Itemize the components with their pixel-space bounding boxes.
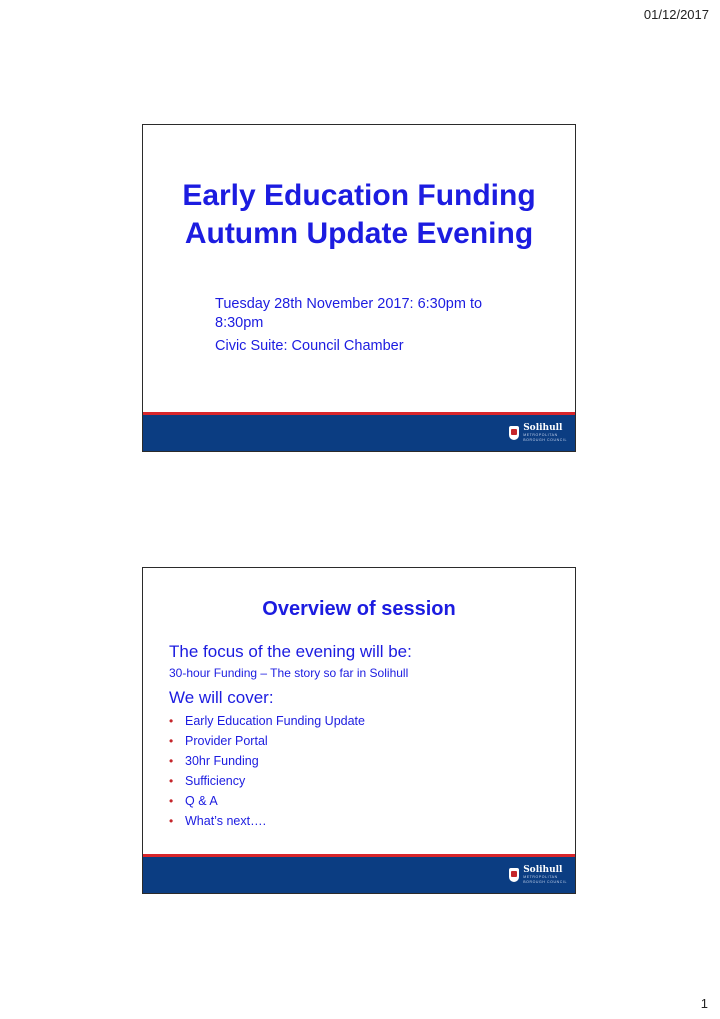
list-item: • Early Education Funding Update [169, 711, 412, 731]
logo-sub-1: METROPOLITAN [523, 433, 558, 437]
list-item: • What’s next…. [169, 811, 412, 831]
focus-subtext: 30-hour Funding – The story so far in Solihull [169, 666, 409, 680]
crest-icon [509, 426, 519, 440]
list-item: • Sufficiency [169, 771, 412, 791]
focus-heading: The focus of the evening will be: [169, 642, 412, 661]
logo-sub-2: BOROUGH COUNCIL [523, 879, 567, 884]
solihull-logo [509, 863, 567, 887]
slide-title-heading [143, 177, 575, 253]
logo-name: Solihull [523, 423, 563, 433]
event-venue: Civic Suite: Council Chamber [215, 338, 404, 354]
logo-sub-1: METROPOLITAN [523, 875, 558, 879]
cover-list [169, 711, 412, 831]
slide-title [142, 124, 576, 452]
slide-overview [142, 567, 576, 894]
list-item: • 30hr Funding [169, 751, 412, 771]
cover-heading: We will cover: [169, 688, 274, 707]
overview-title: Overview of session [262, 598, 456, 620]
crest-icon [509, 868, 519, 882]
page-date: 01/12/2017 [643, 7, 709, 22]
list-item: • Provider Portal [169, 731, 412, 751]
slide-footer-band [143, 412, 575, 451]
page-number: 1 [700, 996, 708, 1011]
logo-sub-2: BOROUGH COUNCIL [523, 437, 567, 442]
solihull-logo [509, 421, 567, 445]
title-line-2: Autumn Update Evening [184, 217, 534, 250]
logo-name: Solihull [523, 865, 563, 875]
slide-footer-band [143, 854, 575, 893]
event-details [215, 295, 525, 356]
title-line-1: Early Education Funding [182, 179, 536, 212]
event-date: Tuesday 28th November 2017: 6:30pm to 8:30pm [215, 296, 483, 331]
list-item: • Q & A [169, 791, 412, 811]
overview-body [169, 642, 412, 831]
